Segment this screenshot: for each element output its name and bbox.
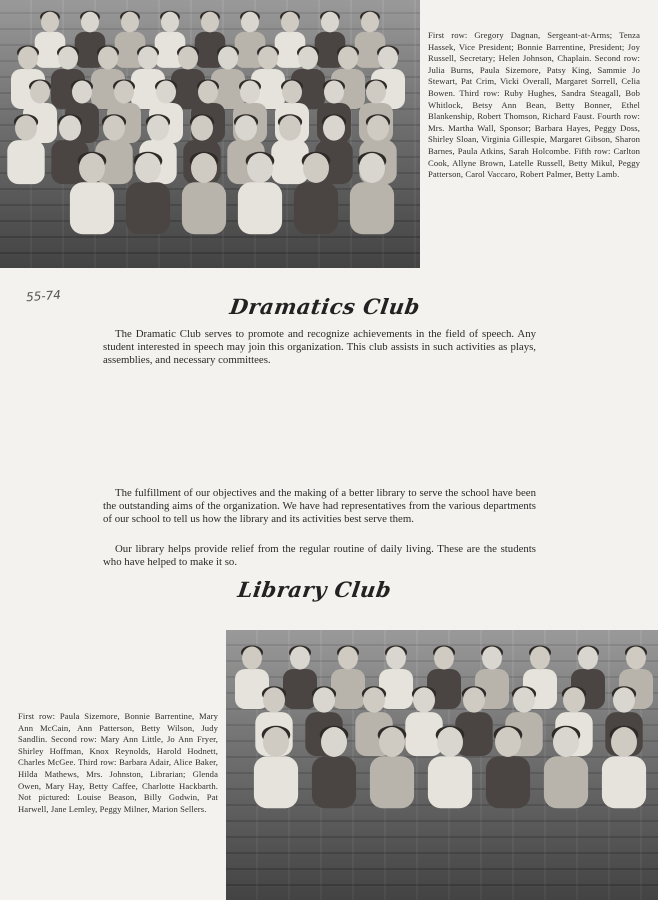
library-photo-caption: First row: Paula Sizemore, Bonnie Barrentine, Mary Ann McCain, Ann Patterson, Betty Wilson, Judy Sandlin. Second row: Mary Ann Little, Jo Ann Fryer, Shirley Hoffman, Knox Reynolds, Harold Hodnett, Charles McGee. Third row: Barbara Adair, Alice Baker, Hilda Mathews, Mrs. Johnston, Librarian; Glenda Owen, Mary Hay, Betty Caffee, Charlotte Hackbarth. Not pictured: Louise Beason, Billy Godwin, Pat Harwell, Jane Lemley, Peggy Milner, Marion Sellers. (18, 711, 218, 814)
dramatics-photo-caption: First row: Gregory Dagnan, Sergeant-at-Arms; Tenza Hassek, Vice President; Bonnie Barrentine, President; Joy Russell, Secretary; Helen Johnson, Chaplain. Second row: Julia Burns, Paula Sizemore, Patsy King, Sammie Jo Stewart, Pat Crim, Vicki Overall, Margaret Sorrell, Celia Bowen. Third row: Ruby Hughes, Sandra Steagall, Bob Whitlock, Betsy Ann Bean, Betty Bonner, Ethel Blankenship, Robert Thomson, Richard Faust. Fourth row: Mrs. Martha Wall, Sponsor; Barbara Hayes, Peggy Doss, Shirley Sloan, Virginia Gillespie, Margaret Gibson, Sharon Barnes, Paula Atkins, Sarah Holcombe. Fifth row: Carlton Cook, Allyne Brown, Latelle Russell, Betty Mikul, Peggy Patterson, Carol Vaccaro, Robert Palmer, Betty Lamb. (428, 30, 640, 180)
library-club-description-2: Our library helps provide relief from the regular routine of daily living. These are the students who have helped to make it so. (103, 543, 536, 568)
dramatics-club-title: Dramatics Club (228, 294, 422, 319)
dramatics-club-group-photo (0, 0, 420, 268)
dramatics-club-description: The Dramatic Club serves to promote and recognize achievements in the field of speech. Any student interested in speech may join this organization. This club assists in such activities as plays, assemblies, and necessary committees. (103, 328, 536, 366)
library-club-description-1: The fulfillment of our objectives and the making of a better library to serve the school have been the outstanding aims of the organization. We have had representatives from the various departments of our school to tell us how the library and its activities best serve them. (103, 487, 536, 525)
library-club-title: Library Club (236, 577, 394, 602)
handwritten-page-note: 55-74 (25, 287, 62, 305)
library-club-group-photo (226, 630, 658, 900)
group-photo-figures (0, 0, 420, 268)
group-photo-figures (226, 630, 658, 900)
